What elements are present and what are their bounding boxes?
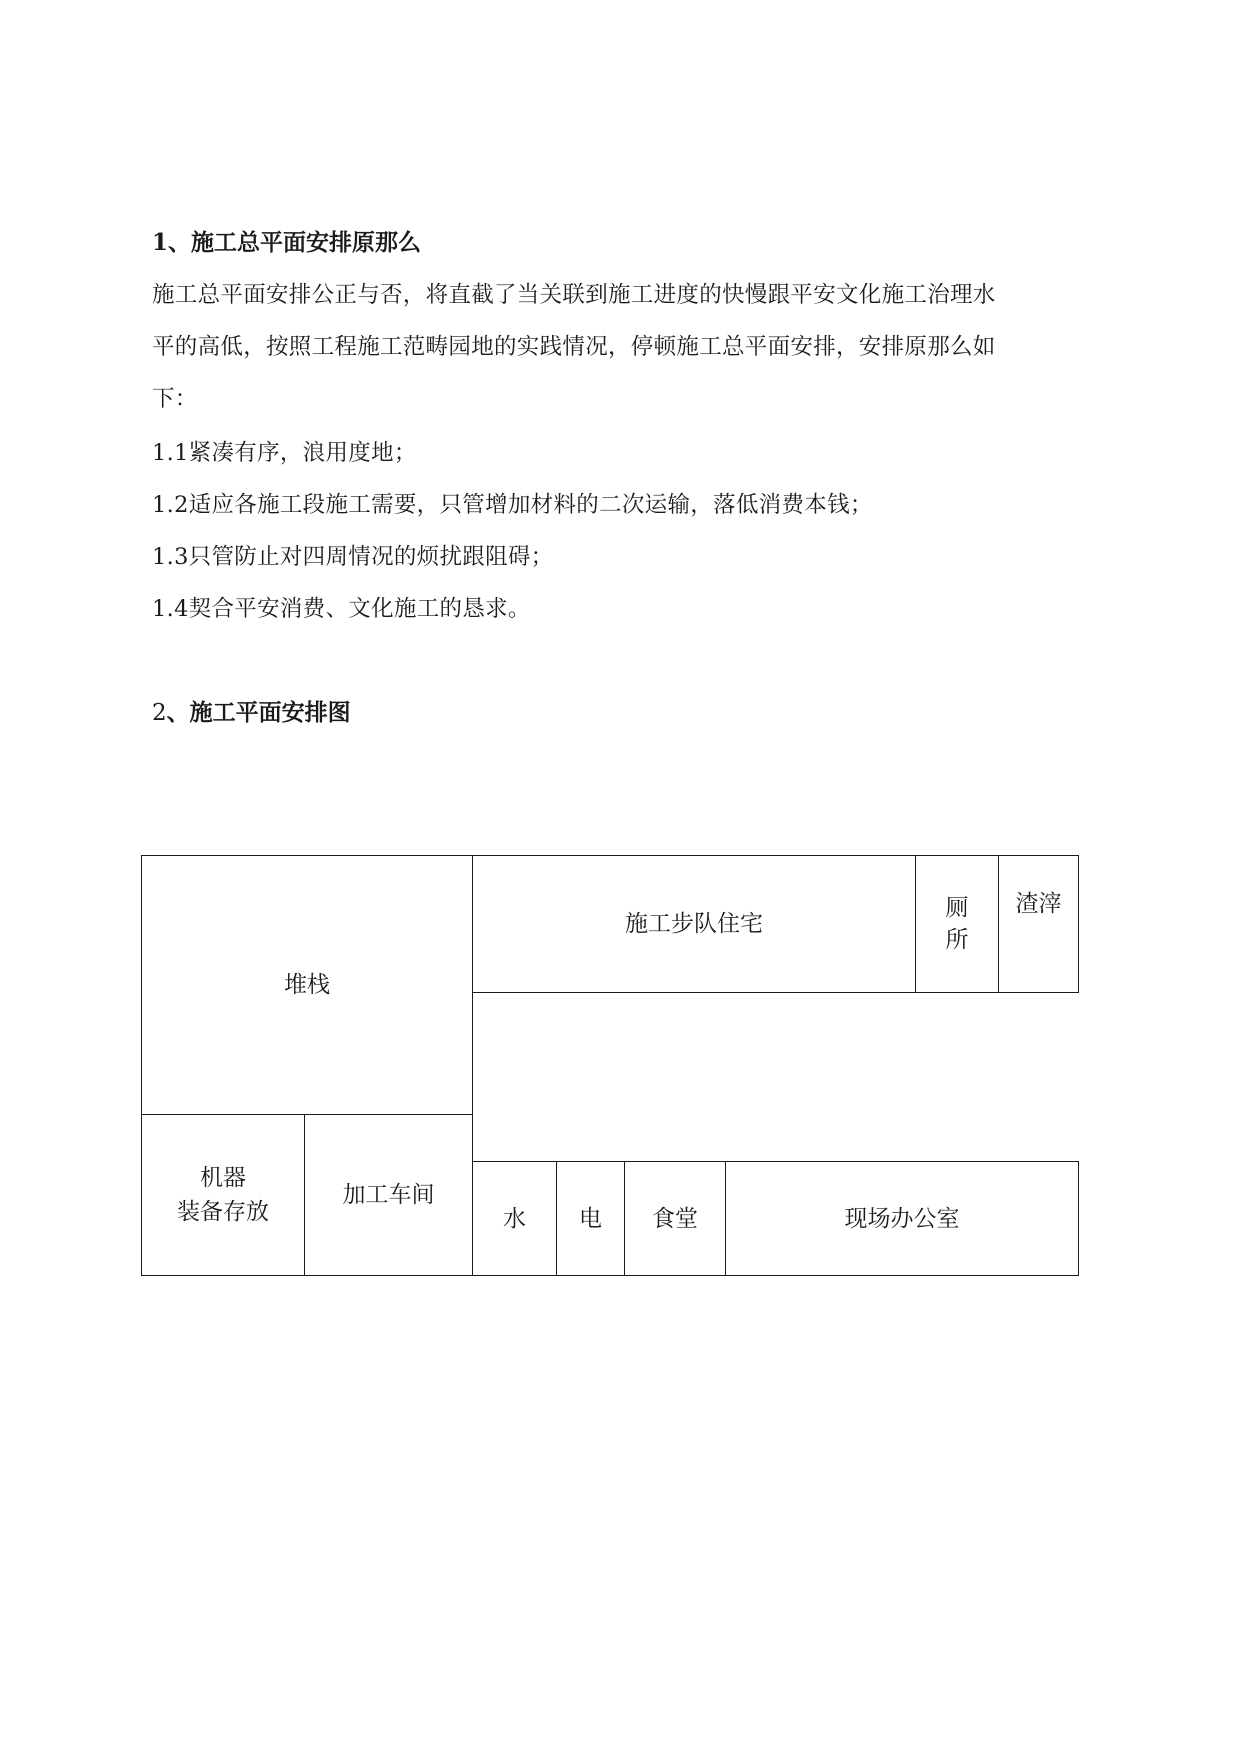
water-label: 水: [503, 1205, 526, 1232]
list-item: 1.2适应各施工段施工需要，只管增加材料的二次运输，落低消费本钱；: [152, 492, 873, 518]
water-area: [472, 1161, 557, 1276]
electricity-label: 电: [579, 1205, 602, 1232]
equipment-storage-label: [177, 1161, 269, 1229]
stockpile-area: [141, 855, 473, 1115]
toilet-area: [915, 855, 999, 993]
equipment-storage-line-1: 机器: [200, 1165, 246, 1191]
list-item: 1.4契合平安消费、文化施工的恳求。: [152, 596, 531, 622]
worker-housing-label: 施工步队住宅: [625, 911, 763, 937]
toilet-label: 厕所: [945, 895, 969, 953]
canteen-area: [624, 1161, 726, 1276]
paragraph-line: 平的高低，按照工程施工范畴园地的实践情况，停顿施工总平面安排，安排原那么如: [152, 334, 996, 360]
list-item: 1.3只管防止对四周情况的烦扰跟阻碍；: [152, 544, 554, 570]
section-1-heading: 1、施工总平面安排原那么: [152, 229, 422, 256]
equipment-storage-line-2: 装备存放: [177, 1199, 269, 1225]
stockpile-label: 堆栈: [284, 972, 330, 998]
workshop-area: [304, 1114, 473, 1276]
section-2-title: 、施工平面安排图: [166, 699, 351, 726]
canteen-label: 食堂: [652, 1205, 698, 1232]
workshop-label: 加工车间: [342, 1182, 435, 1208]
slag-label: 渣滓: [1015, 891, 1062, 917]
paragraph-line: 施工总平面安排公正与否，将直截了当关联到施工进度的快慢跟平安文化施工治理水: [152, 282, 996, 308]
electricity-area: [556, 1161, 625, 1276]
section-2-number: 2: [152, 700, 167, 726]
list-item: 1.1紧凑有序，浪用度地；: [152, 440, 417, 466]
equipment-storage-area: [141, 1114, 305, 1276]
worker-housing-area: [472, 855, 916, 993]
slag-area: [998, 855, 1079, 993]
site-office-area: [725, 1161, 1079, 1276]
paragraph-line: 下：: [152, 386, 198, 412]
site-office-label: 现场办公室: [844, 1205, 960, 1232]
